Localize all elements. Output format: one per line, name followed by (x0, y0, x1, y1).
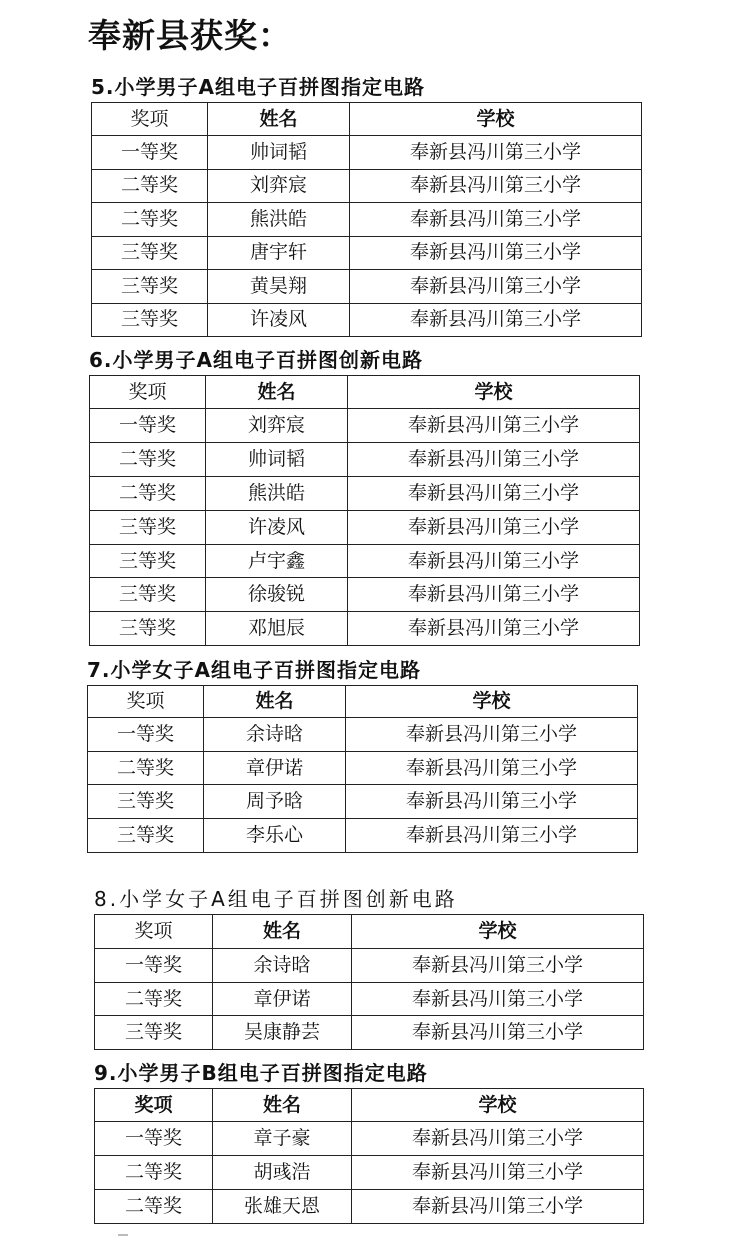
award-level: 一等奖 (88, 718, 204, 752)
table-row (90, 544, 640, 578)
school-name: 奉新县冯川第三小学 (352, 1122, 644, 1156)
award-level: 二等奖 (95, 982, 213, 1016)
school-name: 奉新县冯川第三小学 (352, 1190, 644, 1224)
school-name: 奉新县冯川第三小学 (348, 409, 640, 443)
column-header-award-level: 奖项 (95, 1089, 213, 1122)
award-level: 三等奖 (92, 303, 208, 337)
column-header-school-name: 学校 (348, 376, 640, 409)
award-level: 二等奖 (88, 751, 204, 785)
student-name: 唐宇轩 (208, 236, 350, 270)
section-title: 7.小学女子A组电子百拼图指定电路 (87, 658, 421, 682)
student-name: 章子豪 (213, 1122, 352, 1156)
school-name: 奉新县冯川第三小学 (348, 612, 640, 646)
column-header-student-name: 姓名 (208, 103, 350, 136)
school-name: 奉新县冯川第三小学 (348, 442, 640, 476)
header-row (90, 376, 640, 409)
table-row (92, 270, 642, 304)
column-header-award-level: 奖项 (95, 915, 213, 949)
school-name: 奉新县冯川第三小学 (350, 169, 642, 203)
student-name: 胡彧浩 (213, 1156, 352, 1190)
header-row (95, 1089, 644, 1122)
student-name: 张雄天恩 (213, 1190, 352, 1224)
section-title: 6.小学男子A组电子百拼图创新电路 (89, 348, 423, 372)
column-header-student-name: 姓名 (213, 915, 352, 949)
award-level: 二等奖 (95, 1190, 213, 1224)
section-title: 5.小学男子A组电子百拼图指定电路 (91, 75, 425, 99)
student-name: 熊洪皓 (206, 476, 348, 510)
school-name: 奉新县冯川第三小学 (350, 303, 642, 337)
section-title: 9.小学男子B组电子百拼图指定电路 (94, 1061, 428, 1085)
award-level: 三等奖 (90, 578, 206, 612)
school-name: 奉新县冯川第三小学 (346, 718, 638, 752)
table-row (92, 236, 642, 270)
table-row (88, 751, 638, 785)
school-name: 奉新县冯川第三小学 (350, 236, 642, 270)
student-name: 卢宇鑫 (206, 544, 348, 578)
header-row (92, 103, 642, 136)
award-level: 三等奖 (92, 236, 208, 270)
section-6 (89, 345, 640, 646)
column-header-school-name: 学校 (350, 103, 642, 136)
table-row (88, 718, 638, 752)
student-name: 邓旭辰 (206, 612, 348, 646)
page-title: 奉新县获奖： (88, 16, 292, 55)
school-name: 奉新县冯川第三小学 (352, 1016, 644, 1050)
student-name: 许凌风 (206, 510, 348, 544)
school-name: 奉新县冯川第三小学 (348, 510, 640, 544)
award-level: 三等奖 (92, 270, 208, 304)
student-name: 熊洪皓 (208, 203, 350, 237)
award-table (94, 914, 644, 1050)
column-header-award-level: 奖项 (88, 686, 204, 718)
award-table (89, 375, 640, 646)
award-level: 三等奖 (88, 819, 204, 853)
award-table (94, 1088, 644, 1224)
student-name: 帅词韬 (208, 136, 350, 170)
award-level: 二等奖 (90, 476, 206, 510)
column-header-school-name: 学校 (352, 915, 644, 949)
table-row (90, 612, 640, 646)
table-row (92, 203, 642, 237)
header-row (95, 915, 644, 949)
table-row (90, 578, 640, 612)
column-header-award-level: 奖项 (92, 103, 208, 136)
award-level: 三等奖 (90, 544, 206, 578)
column-header-school-name: 学校 (352, 1089, 644, 1122)
table-row (90, 510, 640, 544)
table-row (92, 303, 642, 337)
award-level: 三等奖 (95, 1016, 213, 1050)
section-5 (91, 72, 642, 337)
student-name: 周予晗 (204, 785, 346, 819)
school-name: 奉新县冯川第三小学 (352, 949, 644, 983)
award-level: 三等奖 (90, 612, 206, 646)
table-row (90, 409, 640, 443)
section-title: 8.小学女子A组电子百拼图创新电路 (94, 887, 458, 911)
section-7 (87, 655, 638, 853)
table-row (92, 169, 642, 203)
award-level: 一等奖 (95, 1122, 213, 1156)
table-row (92, 136, 642, 170)
school-name: 奉新县冯川第三小学 (348, 476, 640, 510)
award-level: 二等奖 (95, 1156, 213, 1190)
award-level: 三等奖 (90, 510, 206, 544)
table-row (88, 785, 638, 819)
student-name: 黄昊翔 (208, 270, 350, 304)
school-name: 奉新县冯川第三小学 (346, 751, 638, 785)
award-level: 二等奖 (92, 203, 208, 237)
student-name: 吴康静芸 (213, 1016, 352, 1050)
table-row (88, 819, 638, 853)
student-name: 帅词韬 (206, 442, 348, 476)
column-header-award-level: 奖项 (90, 376, 206, 409)
table-row (95, 982, 644, 1016)
school-name: 奉新县冯川第三小学 (352, 1156, 644, 1190)
section-8 (94, 884, 644, 1050)
student-name: 刘弈宸 (206, 409, 348, 443)
student-name: 章伊诺 (213, 982, 352, 1016)
student-name: 余诗晗 (213, 949, 352, 983)
student-name: 刘弈宸 (208, 169, 350, 203)
section-9 (94, 1058, 644, 1224)
award-level: 三等奖 (88, 785, 204, 819)
award-table (87, 685, 638, 853)
award-level: 一等奖 (95, 949, 213, 983)
school-name: 奉新县冯川第三小学 (350, 203, 642, 237)
school-name: 奉新县冯川第三小学 (348, 544, 640, 578)
student-name: 李乐心 (204, 819, 346, 853)
school-name: 奉新县冯川第三小学 (350, 136, 642, 170)
column-header-student-name: 姓名 (204, 686, 346, 718)
student-name: 章伊诺 (204, 751, 346, 785)
school-name: 奉新县冯川第三小学 (348, 578, 640, 612)
student-name: 许凌风 (208, 303, 350, 337)
table-row (95, 949, 644, 983)
student-name: 徐骏锐 (206, 578, 348, 612)
award-level: 一等奖 (90, 409, 206, 443)
school-name: 奉新县冯川第三小学 (346, 819, 638, 853)
table-row (90, 476, 640, 510)
award-level: 二等奖 (92, 169, 208, 203)
table-row (90, 442, 640, 476)
school-name: 奉新县冯川第三小学 (346, 785, 638, 819)
student-name: 余诗晗 (204, 718, 346, 752)
school-name: 奉新县冯川第三小学 (352, 982, 644, 1016)
school-name: 奉新县冯川第三小学 (350, 270, 642, 304)
award-level: 一等奖 (92, 136, 208, 170)
bottom-mark (118, 1234, 128, 1240)
table-row (95, 1156, 644, 1190)
table-row (95, 1016, 644, 1050)
column-header-student-name: 姓名 (206, 376, 348, 409)
award-table (91, 102, 642, 337)
column-header-school-name: 学校 (346, 686, 638, 718)
table-row (95, 1190, 644, 1224)
header-row (88, 686, 638, 718)
award-level: 二等奖 (90, 442, 206, 476)
table-row (95, 1122, 644, 1156)
column-header-student-name: 姓名 (213, 1089, 352, 1122)
